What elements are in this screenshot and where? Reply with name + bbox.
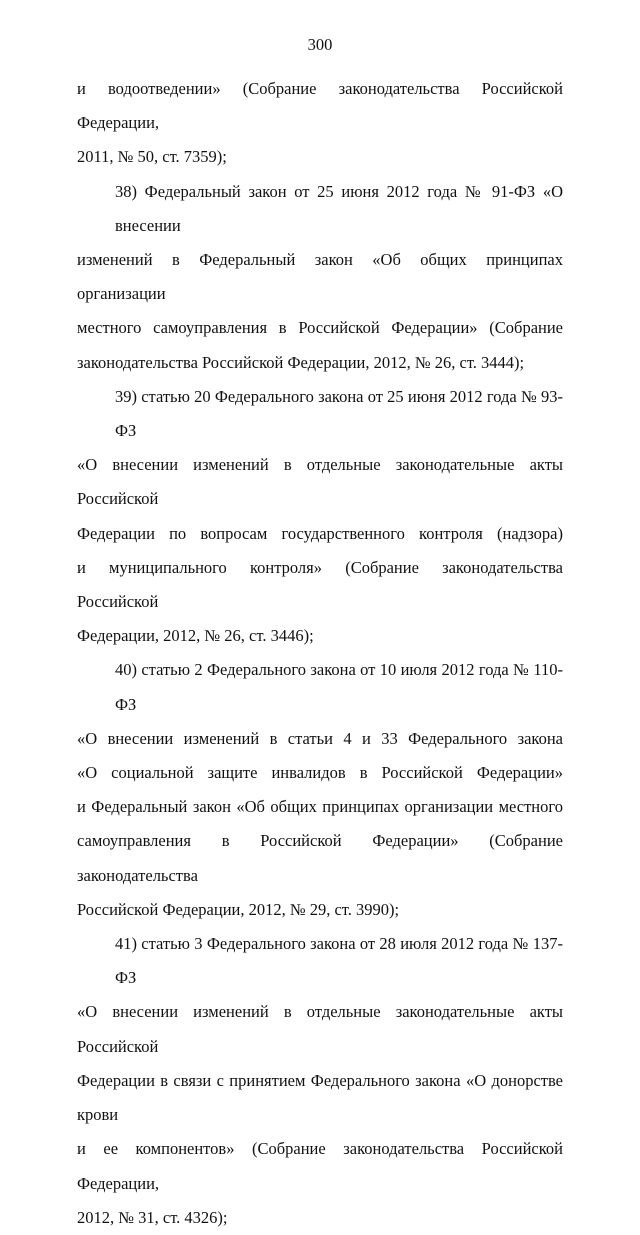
text-line: 39) статью 20 Федерального закона от 25 июня 2012 года № 93-ФЗ [115, 386, 563, 441]
text-line: 38) Федеральный закон от 25 июня 2012 года № 91-ФЗ «О внесении [115, 181, 563, 235]
text-line: местного самоуправления в Российской Федерации» (Собрание [77, 318, 563, 338]
text-line: и ее компонентов» (Собрание законодательства Российской Федерации, [77, 1139, 563, 1193]
text-line: «О социальной защите инвалидов в Российской Федерации» [77, 763, 563, 783]
text-line: 40) статью 2 Федерального закона от 10 июля 2012 года № 110-ФЗ [115, 660, 563, 714]
text-line: и водоотведении» (Собрание законодательства Российской Федерации, [77, 79, 563, 133]
text-line: «О внесении изменений в отдельные законодательные акты Российской [77, 455, 563, 509]
text-line: Федерации по вопросам государственного контроля (надзора) [77, 523, 563, 543]
text-line: 41) статью 3 Федерального закона от 28 июля 2012 года № 137-ФЗ [115, 934, 563, 988]
text-line: и муниципального контроля» (Собрание законодательства Российской [77, 557, 563, 612]
paragraph-item-41 [77, 927, 563, 1235]
text-line: «О внесении изменений в статьи 4 и 33 Федерального закона [77, 728, 563, 748]
page-number: 300 [307, 35, 333, 54]
text-line: «О внесении изменений в отдельные законодательные акты Российской [77, 1002, 563, 1056]
paragraph-continuation-37 [77, 72, 563, 175]
text-line: Федерации, 2012, № 26, ст. 3446); [77, 626, 314, 646]
paragraph-item-40 [77, 653, 563, 927]
text-line: 2012, № 31, ст. 4326); [77, 1207, 228, 1227]
document-body [77, 72, 563, 1235]
text-line: законодательства Российской Федерации, 2012, № 26, ст. 3444); [77, 352, 525, 372]
paragraph-item-39 [77, 380, 563, 654]
text-line: изменений в Федеральный закон «Об общих принципах организации [77, 250, 563, 304]
text-line: Федерации в связи с принятием Федерального закона «О донорстве крови [77, 1070, 563, 1125]
text-line: Российской Федерации, 2012, № 29, ст. 3990); [77, 899, 400, 919]
text-line: 2011, № 50, ст. 7359); [77, 147, 227, 167]
paragraph-item-38 [77, 175, 563, 380]
text-line: и Федеральный закон «Об общих принципах организации местного [77, 797, 563, 817]
text-line: самоуправления в Российской Федерации» (Собрание законодательства [77, 831, 563, 885]
